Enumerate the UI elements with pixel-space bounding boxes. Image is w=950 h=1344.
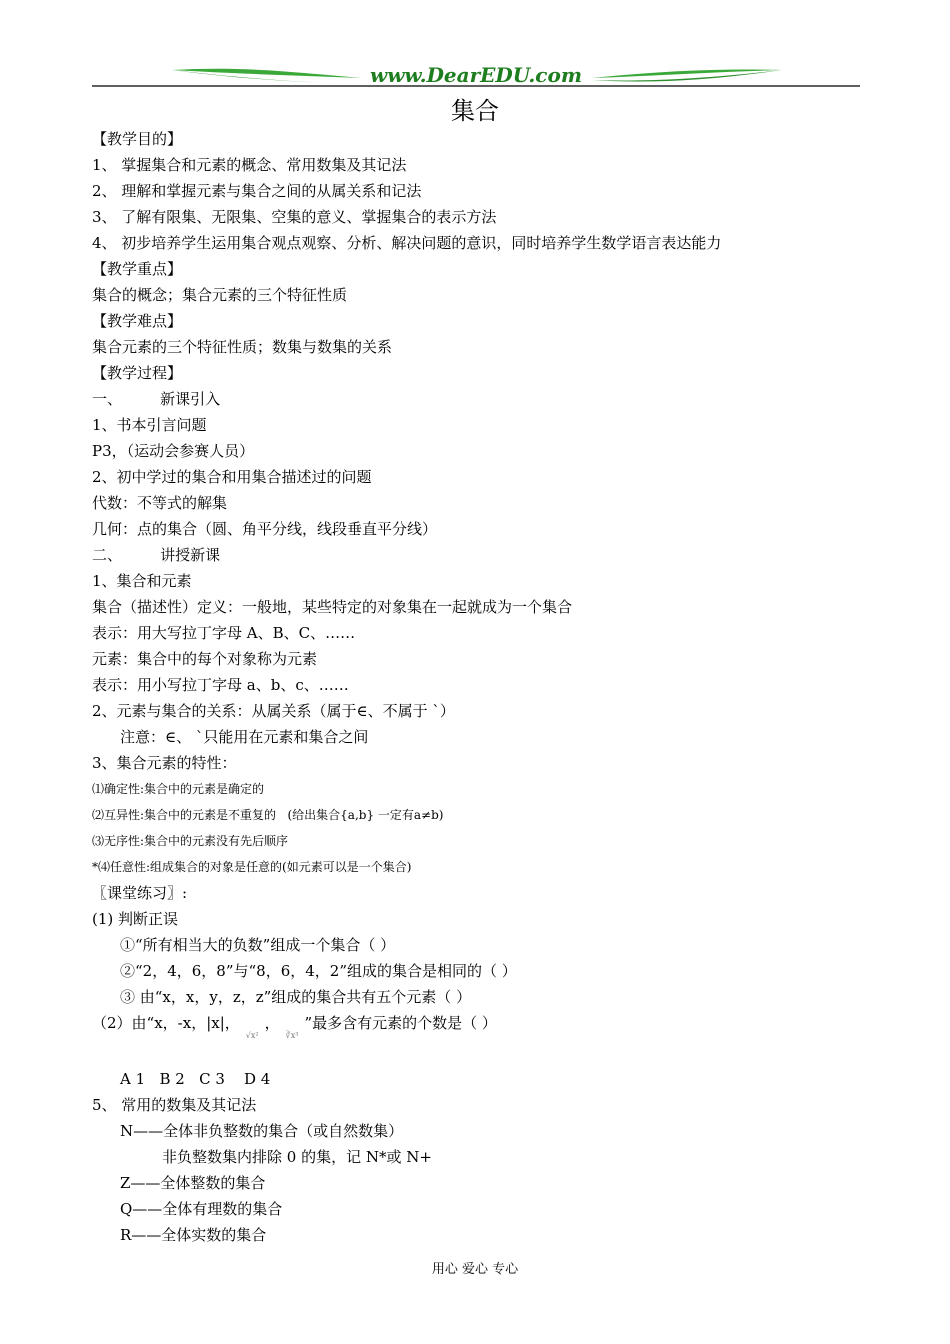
goal-item: 1、 掌握集合和元素的概念、常用数集及其记法 (92, 156, 407, 174)
text-line: 元素：集合中的每个对象称为元素 (92, 650, 318, 668)
text-line: 2、初中学过的集合和用集合描述过的问题 (92, 468, 372, 486)
text-line: 表示：用大写拉丁字母 A、B、C、…… (92, 624, 356, 642)
text-line: Z——全体整数的集合 (120, 1174, 266, 1192)
answer-options: A 1 B 2 C 3 D 4 (120, 1070, 271, 1088)
document-body (92, 126, 872, 1248)
text-line: ⑴确定性:集合中的元素是确定的 (92, 782, 265, 796)
text-line: 几何：点的集合（圆、角平分线，线段垂直平分线） (92, 520, 438, 538)
text-line: 3、集合元素的特性： (92, 754, 237, 772)
math-cbrt-x3: ∛x³ (285, 1031, 299, 1040)
text-line: 集合（描述性）定义：一般地，某些特定的对象集在一起就成为一个集合 (92, 598, 573, 616)
goal-item: 3、 了解有限集、无限集、空集的意义、掌握集合的表示方法 (92, 208, 497, 226)
text-line: ⑵互异性:集合中的元素是不重复的 (给出集合{a,b} 一定有a≠b) (92, 808, 444, 822)
heading-goal: 【教学目的】 (92, 130, 183, 148)
key-text: 集合的概念；集合元素的三个特征性质 (92, 286, 348, 304)
text-line: ②“2，4，6，8”与“8，6，4，2”组成的集合是相同的（ ） (120, 962, 517, 980)
text-fragment: ”最多含有元素的个数是（ ） (304, 1014, 497, 1032)
text-fragment: ， (264, 1014, 280, 1032)
text-line: 注意：∈、 ˋ只能用在元素和集合之间 (120, 728, 369, 746)
text-line: 代数：不等式的解集 (92, 494, 228, 512)
text-fragment: （2）由“x，-x，|x|， (92, 1014, 240, 1032)
page-footer: 用心 爱心 专心 (431, 1262, 519, 1277)
text-line: ①“所有相当大的负数”组成一个集合（ ） (120, 936, 396, 954)
header-banner (92, 58, 860, 90)
goal-item: 4、 初步培养学生运用集合观点观察、分析、解决问题的意识，同时培养学生数学语言表达能力 (92, 234, 722, 252)
heading-key: 【教学重点】 (92, 260, 183, 278)
math-sqrt-x2: √x² (245, 1031, 259, 1040)
spacer (92, 1050, 872, 1066)
text-line: Q——全体有理数的集合 (120, 1200, 283, 1218)
text-line: 2、元素与集合的关系：从属关系（属于∈、不属于 ˋ） (92, 702, 455, 720)
text-line: ⑶无序性:集合中的元素没有先后顺序 (92, 834, 289, 848)
text-line: 二、 讲授新课 (92, 546, 221, 564)
text-line: 1、书本引言问题 (92, 416, 207, 434)
heading-process: 【教学过程】 (92, 364, 183, 382)
text-line: P3，（运动会参赛人员） (92, 442, 255, 460)
text-line: 表示：用小写拉丁字母 a、b、c、…… (92, 676, 349, 694)
page-title: 集合 (451, 97, 499, 125)
text-line: *⑷任意性:组成集合的对象是任意的(如元素可以是一个集合) (92, 860, 412, 874)
text-line-with-math (92, 1010, 872, 1050)
text-line: ③ 由“x，x，y，z，z”组成的集合共有五个元素（ ） (120, 988, 472, 1006)
logo-text: www.DearEDU.com (369, 63, 583, 87)
text-line: 非负整数集内排除 0 的集，记 N*或 N+ (162, 1148, 432, 1166)
text-line: R——全体实数的集合 (120, 1226, 267, 1244)
logo-banner-icon (92, 58, 860, 90)
difficulty-text: 集合元素的三个特征性质；数集与数集的关系 (92, 338, 393, 356)
text-line: 〖课堂练习〗: (92, 884, 188, 902)
text-line: 5、 常用的数集及其记法 (92, 1096, 257, 1114)
text-line: N——全体非负整数的集合（或自然数集） (120, 1122, 404, 1140)
goal-item: 2、 理解和掌握元素与集合之间的从属关系和记法 (92, 182, 422, 200)
text-line: 一、 新课引入 (92, 390, 221, 408)
text-line: 1、集合和元素 (92, 572, 192, 590)
text-line: (1) 判断正误 (92, 910, 179, 928)
heading-difficulty: 【教学难点】 (92, 312, 183, 330)
